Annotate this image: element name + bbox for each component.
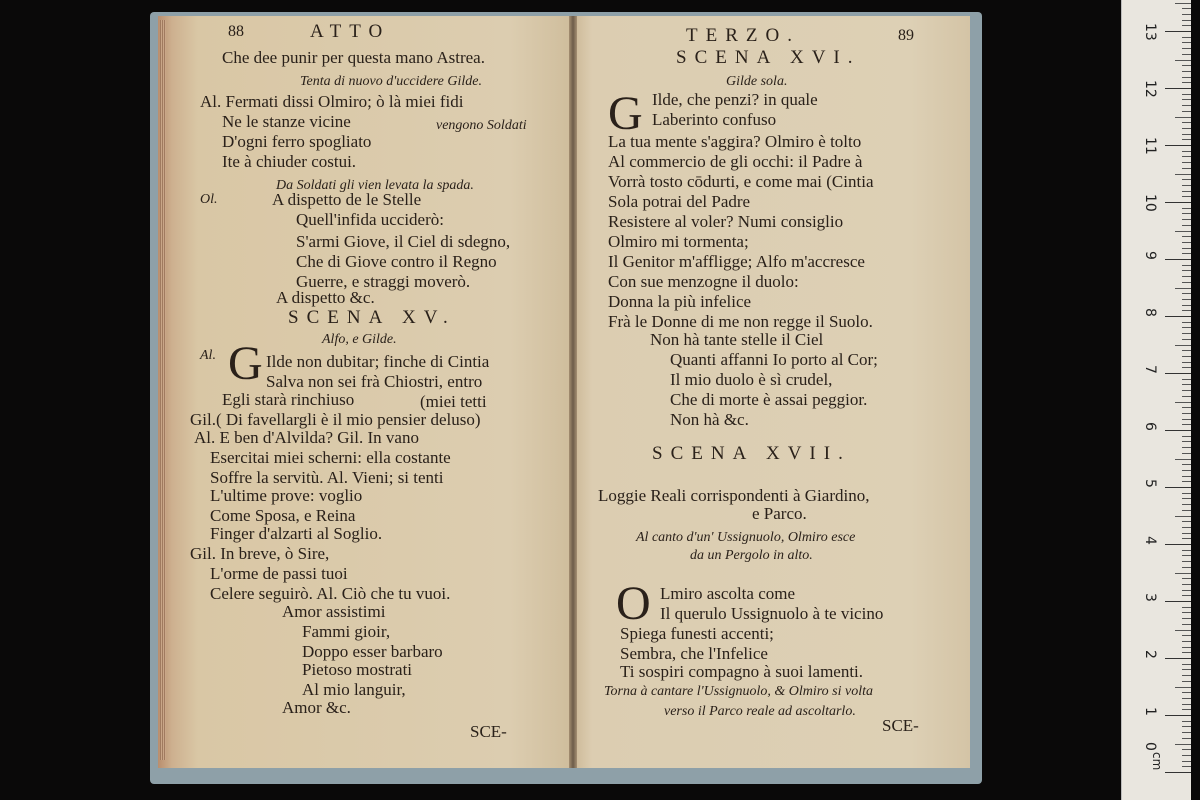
- ruler-tick: [1182, 584, 1191, 585]
- scene-heading: SCENA XV.: [288, 307, 456, 328]
- ruler-tick: [1182, 704, 1191, 705]
- ruler-tick: [1175, 687, 1191, 688]
- text-line: Ti sospiri compagno à suoi lamenti.: [620, 662, 864, 681]
- text-line: L'orme de passi tuoi: [210, 564, 348, 583]
- text-line: Come Sposa, e Reina: [210, 506, 356, 525]
- running-head-right: TERZO.: [686, 25, 800, 46]
- ruler-tick: [1182, 755, 1191, 756]
- ruler-tick: [1165, 259, 1191, 260]
- ruler-tick: [1182, 470, 1191, 471]
- ruler-tick: [1182, 128, 1191, 129]
- text-line: Al. E ben d'Alvilda? Gil. In vano: [194, 428, 419, 447]
- ruler-tick: [1182, 738, 1191, 739]
- ruler-tick: [1182, 111, 1191, 112]
- text-line: Al mio languir,: [302, 680, 406, 699]
- ruler-tick: [1182, 196, 1191, 197]
- text-line: Fammi gioir,: [302, 622, 391, 641]
- ruler-tick: [1182, 82, 1191, 83]
- ruler-tick: [1175, 573, 1191, 574]
- ruler-tick: [1165, 544, 1191, 545]
- ruler-tick: [1182, 276, 1191, 277]
- ruler-tick: [1182, 151, 1191, 152]
- ruler-tick: [1165, 658, 1191, 659]
- ruler-tick: [1182, 327, 1191, 328]
- ruler-tick: [1182, 162, 1191, 163]
- ruler-tick: [1165, 601, 1191, 602]
- ruler-tick: [1182, 464, 1191, 465]
- ruler-tick: [1182, 248, 1191, 249]
- ruler-tick: [1182, 607, 1191, 608]
- text-line: Il Genitor m'affligge; Alfo m'accresce: [608, 252, 865, 271]
- ruler-tick: [1182, 42, 1191, 43]
- ruler-tick: [1182, 208, 1191, 209]
- ruler-tick: [1182, 510, 1191, 511]
- ruler-tick: [1165, 430, 1191, 431]
- ruler-tick: [1182, 749, 1191, 750]
- ruler-tick: [1175, 174, 1191, 175]
- ruler-tick: [1165, 31, 1191, 32]
- ruler-tick: [1182, 726, 1191, 727]
- ruler-label: 9: [1142, 251, 1158, 260]
- scene-characters: Gilde sola.: [726, 74, 788, 89]
- ruler-tick: [1182, 652, 1191, 653]
- ruler-tick: [1182, 213, 1191, 214]
- ruler-label: 6: [1142, 422, 1158, 431]
- text-line: Il querulo Ussignuolo à te vicino: [660, 604, 884, 623]
- ruler-tick: [1182, 139, 1191, 140]
- ruler-label: 7: [1142, 365, 1158, 374]
- text-line: Quanti affanni Io porto al Cor;: [670, 350, 878, 369]
- ruler-tick: [1182, 766, 1191, 767]
- text-line: Ilde non dubitar; finche di Cintia: [266, 352, 490, 371]
- ruler-tick: [1182, 567, 1191, 568]
- ruler-tick: [1182, 384, 1191, 385]
- ruler-tick: [1182, 191, 1191, 192]
- ruler-tick: [1165, 715, 1191, 716]
- text-line: Soffre la servitù. Al. Vieni; si tenti: [210, 468, 444, 487]
- ruler-tick: [1182, 692, 1191, 693]
- text-line: L'ultime prove: voglio: [210, 486, 363, 505]
- text-line: La tua mente s'aggira? Olmiro è tolto: [608, 132, 862, 151]
- ruler-tick: [1182, 732, 1191, 733]
- catchword: SCE-: [882, 716, 919, 735]
- ruler-tick: [1182, 37, 1191, 38]
- text-line: Finger d'alzarti al Soglio.: [210, 524, 383, 543]
- ruler-tick: [1182, 436, 1191, 437]
- ruler-tick: [1182, 533, 1191, 534]
- ruler-tick: [1182, 441, 1191, 442]
- ruler-tick: [1182, 156, 1191, 157]
- text-line: Esercitai miei scherni: ella costante: [210, 448, 451, 467]
- ruler-tick: [1165, 487, 1191, 488]
- ruler-tick: [1182, 225, 1191, 226]
- ruler-tick: [1182, 419, 1191, 420]
- ruler-tick: [1182, 265, 1191, 266]
- ruler-tick: [1182, 424, 1191, 425]
- ruler-tick: [1165, 373, 1191, 374]
- ruler-tick: [1182, 521, 1191, 522]
- ruler-tick: [1182, 270, 1191, 271]
- text-line: Quell'infida ucciderò:: [296, 210, 444, 229]
- book-gutter: [569, 16, 577, 768]
- text-line: Egli starà rinchiuso: [222, 390, 355, 409]
- ruler-label: 0: [1142, 742, 1158, 751]
- ruler-tick: [1182, 561, 1191, 562]
- ruler-tick: [1182, 71, 1191, 72]
- text-line: Ne le stanze vicine: [222, 112, 351, 131]
- text-line: Salva non sei frà Chiostri, entro: [266, 372, 483, 391]
- ruler-tick: [1175, 231, 1191, 232]
- ruler-tick: [1182, 635, 1191, 636]
- text-line: Donna la più infelice: [608, 292, 752, 311]
- ruler-tick: [1182, 761, 1191, 762]
- page-number-right: 89: [898, 27, 914, 44]
- ruler-tick: [1182, 179, 1191, 180]
- text-line: Spiega funesti accenti;: [620, 624, 774, 643]
- ruler-tick: [1182, 396, 1191, 397]
- text-line: Che dee punir per questa mano Astrea.: [222, 48, 485, 67]
- ruler-tick: [1182, 77, 1191, 78]
- ruler-tick: [1182, 721, 1191, 722]
- ruler-tick: [1182, 578, 1191, 579]
- ruler-tick: [1182, 305, 1191, 306]
- text-line: Doppo esser barbaro: [302, 642, 443, 661]
- text-line: Con sue menzogne il duolo:: [608, 272, 799, 291]
- ruler-label: 12: [1142, 80, 1158, 98]
- text-line: Vorrà tosto cōdurti, e come mai (Cintia: [608, 172, 874, 191]
- stage-direction: da un Pergolo in alto.: [690, 548, 813, 563]
- ruler-label: 1: [1142, 707, 1158, 716]
- ruler-tick: [1182, 476, 1191, 477]
- page-number-left: 88: [228, 23, 244, 40]
- ruler-tick: [1182, 555, 1191, 556]
- text-line: Lmiro ascolta come: [660, 584, 796, 603]
- ruler-tick: [1182, 299, 1191, 300]
- ruler-tick: [1182, 367, 1191, 368]
- ruler-label: 8: [1142, 308, 1158, 317]
- ruler-tick: [1182, 122, 1191, 123]
- ruler-tick: [1182, 293, 1191, 294]
- ruler-tick: [1182, 675, 1191, 676]
- text-line: A dispetto de le Stelle: [272, 190, 422, 209]
- ruler-tick: [1165, 88, 1191, 89]
- ruler-tick: [1175, 744, 1191, 745]
- ruler-tick: [1182, 390, 1191, 391]
- ruler-tick: [1182, 527, 1191, 528]
- ruler-label: 4: [1142, 536, 1158, 545]
- text-line: Il mio duolo è sì crudel,: [670, 370, 833, 389]
- ruler-tick: [1182, 624, 1191, 625]
- ruler-tick: [1175, 288, 1191, 289]
- stage-direction: Tenta di nuovo d'uccidere Gilde.: [300, 74, 482, 89]
- text-line: Celere seguirò. Al. Ciò che tu vuoi.: [210, 584, 451, 603]
- catchword: SCE-: [470, 722, 507, 741]
- ruler-tick: [1165, 202, 1191, 203]
- ruler-tick: [1182, 282, 1191, 283]
- text-line: Pietoso mostrati: [302, 660, 413, 679]
- ruler-tick: [1182, 407, 1191, 408]
- ruler-tick: [1182, 14, 1191, 15]
- ruler-tick: [1182, 493, 1191, 494]
- text-line: Che di morte è assai peggior.: [670, 390, 868, 409]
- text-line: Ilde, che penzi? in quale: [652, 90, 818, 109]
- stage-direction: Al canto d'un' Ussignuolo, Olmiro esce: [636, 530, 856, 545]
- ruler-label: 11: [1142, 137, 1158, 155]
- ruler-tick: [1182, 413, 1191, 414]
- text-line: Resistere al voler? Numi consiglio: [608, 212, 844, 231]
- text-line: Non hà tante stelle il Ciel: [650, 330, 824, 349]
- ruler-tick: [1175, 516, 1191, 517]
- ruler-tick: [1182, 447, 1191, 448]
- ruler-tick: [1182, 185, 1191, 186]
- ruler-tick: [1182, 681, 1191, 682]
- text-line: Gil.( Di favellargli è il mio pensier deluso): [190, 410, 481, 429]
- ruler-tick: [1182, 664, 1191, 665]
- ruler-tick: [1182, 698, 1191, 699]
- text-line: Non hà &c.: [670, 410, 749, 429]
- speaker-label: Al.: [200, 348, 216, 363]
- text-line: Al. Fermati dissi Olmiro; ò là miei fidi: [200, 92, 464, 111]
- ruler-tick: [1182, 590, 1191, 591]
- drop-cap: O: [616, 577, 651, 630]
- ruler-tick: [1182, 339, 1191, 340]
- ruler-tick: [1182, 236, 1191, 237]
- text-line: Gil. In breve, ò Sire,: [190, 544, 330, 563]
- ruler-tick: [1182, 99, 1191, 100]
- text-line: Che di Giove contro il Regno: [296, 252, 497, 271]
- ruler-tick: [1182, 709, 1191, 710]
- text-line: A dispetto &c.: [276, 288, 375, 307]
- stage-direction: vengono Soldati: [436, 118, 527, 133]
- ruler-label: 10: [1142, 194, 1158, 212]
- text-line: D'ogni ferro spogliato: [222, 132, 372, 151]
- ruler-tick: [1175, 630, 1191, 631]
- ruler-tick: [1165, 316, 1191, 317]
- text-line: Amor assistimi: [282, 602, 386, 621]
- text-line: Amor &c.: [282, 698, 351, 717]
- ruler-tick: [1175, 459, 1191, 460]
- ruler-label: 5: [1142, 479, 1158, 488]
- ruler-tick: [1182, 253, 1191, 254]
- ruler-tick: [1175, 60, 1191, 61]
- ruler-tick: [1182, 669, 1191, 670]
- ruler-tick: [1182, 481, 1191, 482]
- ruler-tick: [1182, 8, 1191, 9]
- ruler-tick: [1165, 772, 1191, 773]
- ruler-tick: [1182, 618, 1191, 619]
- ruler-tick: [1182, 362, 1191, 363]
- ruler-tick: [1182, 379, 1191, 380]
- ruler-tick: [1182, 242, 1191, 243]
- stage-direction: Da Soldati gli vien levata la spada.: [276, 178, 474, 193]
- speaker-label: Ol.: [200, 192, 218, 207]
- ruler-tick: [1182, 498, 1191, 499]
- drop-cap: G: [608, 87, 643, 140]
- ruler-tick: [1182, 350, 1191, 351]
- ruler-tick: [1182, 612, 1191, 613]
- drop-cap: G: [228, 337, 263, 390]
- ruler-tick: [1182, 641, 1191, 642]
- ruler-tick: [1182, 94, 1191, 95]
- ruler-tick: [1182, 20, 1191, 21]
- ruler-tick: [1182, 322, 1191, 323]
- page-edges: [160, 20, 166, 760]
- measuring-ruler: [1121, 0, 1191, 800]
- stage-direction: Torna à cantare l'Ussignuolo, & Olmiro si volta: [604, 684, 874, 699]
- ruler-tick: [1182, 25, 1191, 26]
- text-line: (miei tetti: [420, 392, 487, 411]
- ruler-tick: [1182, 453, 1191, 454]
- ruler-tick: [1182, 219, 1191, 220]
- ruler-tick: [1182, 356, 1191, 357]
- text-line: Ite à chiuder costui.: [222, 152, 357, 171]
- scene-characters: Alfo, e Gilde.: [322, 332, 397, 347]
- ruler-tick: [1182, 134, 1191, 135]
- setting-line: Loggie Reali corrispondenti à Giardino,: [598, 486, 870, 505]
- ruler-tick: [1182, 333, 1191, 334]
- ruler-tick: [1182, 105, 1191, 106]
- text-line: Olmiro mi tormenta;: [608, 232, 749, 251]
- ruler-label: 13: [1142, 23, 1158, 41]
- ruler-label: 2: [1142, 650, 1158, 659]
- scene-heading: SCENA XVII.: [652, 443, 851, 464]
- ruler-tick: [1175, 345, 1191, 346]
- ruler-tick: [1182, 54, 1191, 55]
- ruler-tick: [1182, 595, 1191, 596]
- ruler-tick: [1165, 145, 1191, 146]
- ruler-tick: [1182, 504, 1191, 505]
- text-line: Al commercio de gli occhi: il Padre à: [608, 152, 863, 171]
- ruler-tick: [1175, 117, 1191, 118]
- text-line: Sola potrai del Padre: [608, 192, 751, 211]
- text-line: Laberinto confuso: [652, 110, 777, 129]
- stage-direction: verso il Parco reale ad ascoltarlo.: [664, 704, 856, 719]
- ruler-tick: [1182, 538, 1191, 539]
- ruler-tick: [1182, 168, 1191, 169]
- ruler-tick: [1175, 402, 1191, 403]
- scene-heading: SCENA XVI.: [676, 47, 861, 68]
- ruler-unit: cm: [1150, 752, 1164, 771]
- setting-line: e Parco.: [752, 504, 807, 523]
- text-line: Frà le Donne di me non regge il Suolo.: [608, 312, 873, 331]
- ruler-tick: [1182, 310, 1191, 311]
- ruler-label: 3: [1142, 593, 1158, 602]
- text-line: S'armi Giove, il Ciel di sdegno,: [296, 232, 511, 251]
- ruler-tick: [1182, 65, 1191, 66]
- ruler-tick: [1182, 647, 1191, 648]
- ruler-tick: [1182, 550, 1191, 551]
- running-head-left: ATTO: [310, 21, 391, 42]
- ruler-tick: [1182, 48, 1191, 49]
- text-line: Guerre, e straggi moverò.: [296, 272, 471, 291]
- text-line: Sembra, che l'Infelice: [620, 644, 768, 663]
- ruler-tick: [1175, 3, 1191, 4]
